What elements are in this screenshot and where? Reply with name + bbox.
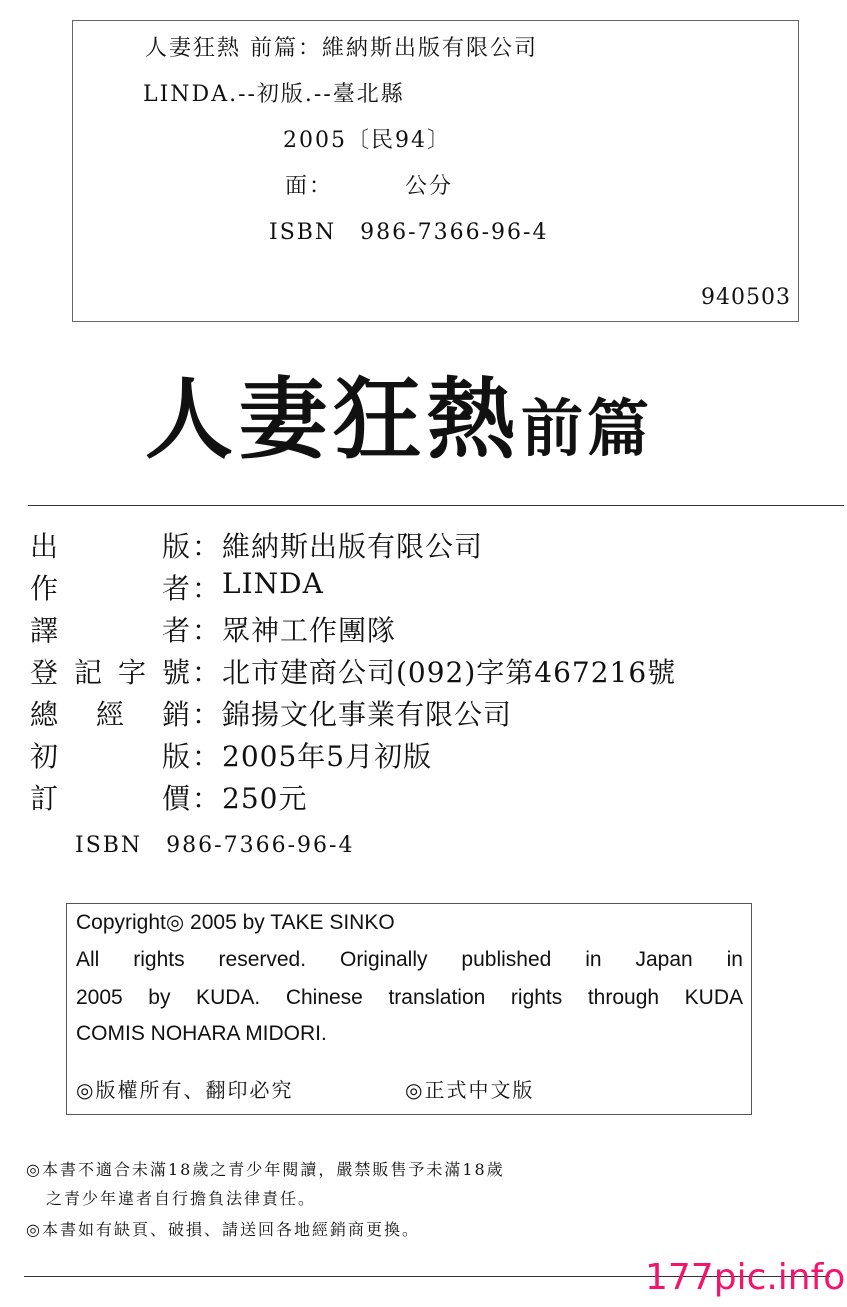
copyright-line-4: COMIS NOHARA MIDORI. (76, 1022, 327, 1045)
info-value-registration: 北市建商公司(092)字第467216號 (222, 656, 677, 689)
age-notice-line-1: ◎本書不適合未滿18歲之青少年閱讀，嚴禁販售予未滿18歲 (26, 1160, 505, 1179)
info-value-edition: 2005年5月初版 (222, 740, 433, 773)
info-value-distributor: 錦揚文化事業有限公司 (222, 698, 513, 731)
copyright-line-2: All rights reserved. Originally published in Japan in (76, 948, 743, 971)
info-value-price: 250元 (222, 782, 308, 815)
replacement-notice: ◎本書如有缺頁、破損、請送回各地經銷商更換。 (26, 1220, 420, 1239)
cip-pages-label: 面： (285, 174, 334, 199)
info-label: 出 版 (30, 530, 190, 563)
top-divider (28, 505, 844, 506)
info-label: 登 記 字 號 (30, 656, 190, 689)
copyright-line-1: Copyright◎ 2005 by TAKE SINKO (76, 911, 395, 934)
book-title-sub: 前篇 (521, 392, 654, 465)
book-title-main: 人妻狂熱 (145, 367, 522, 471)
cip-author-line: LINDA.--初版.--臺北縣 (143, 82, 405, 107)
cip-year-line: 2005〔民94〕 (283, 128, 451, 153)
age-notice-line-2: 之青少年違者自行擔負法律責任。 (46, 1189, 317, 1208)
info-value-publisher: 維納斯出版有限公司 (222, 530, 484, 563)
copyright-notice: ◎版權所有、翻印必究 (76, 1078, 294, 1102)
info-label: 譯 者 (30, 614, 190, 647)
copyright-box (66, 903, 752, 1115)
copyright-line-3: 2005 by KUDA. Chinese translation rights through KUDA (76, 986, 743, 1009)
info-value-author: LINDA (222, 567, 324, 600)
official-edition-label: ◎正式中文版 (405, 1078, 535, 1102)
info-value-translator: 眾神工作團隊 (222, 614, 397, 647)
cip-code: 940503 (701, 285, 791, 310)
cip-title-line: 人妻狂熱 前篇：維納斯出版有限公司 (145, 36, 538, 61)
cip-isbn-line: ISBN 986-7366-96-4 (269, 220, 549, 245)
isbn-line: ISBN 986-7366-96-4 (75, 833, 355, 858)
cip-size-label: 公分 (405, 174, 454, 199)
cip-catalog-box (72, 20, 799, 322)
info-label: 初 版 (30, 740, 190, 773)
info-label: 作 者 (30, 572, 190, 605)
info-label: 訂 價 (30, 782, 190, 815)
watermark-text: 177pic.info (645, 1257, 846, 1298)
book-title (145, 350, 653, 476)
info-label: 總 經 銷 (30, 698, 190, 731)
